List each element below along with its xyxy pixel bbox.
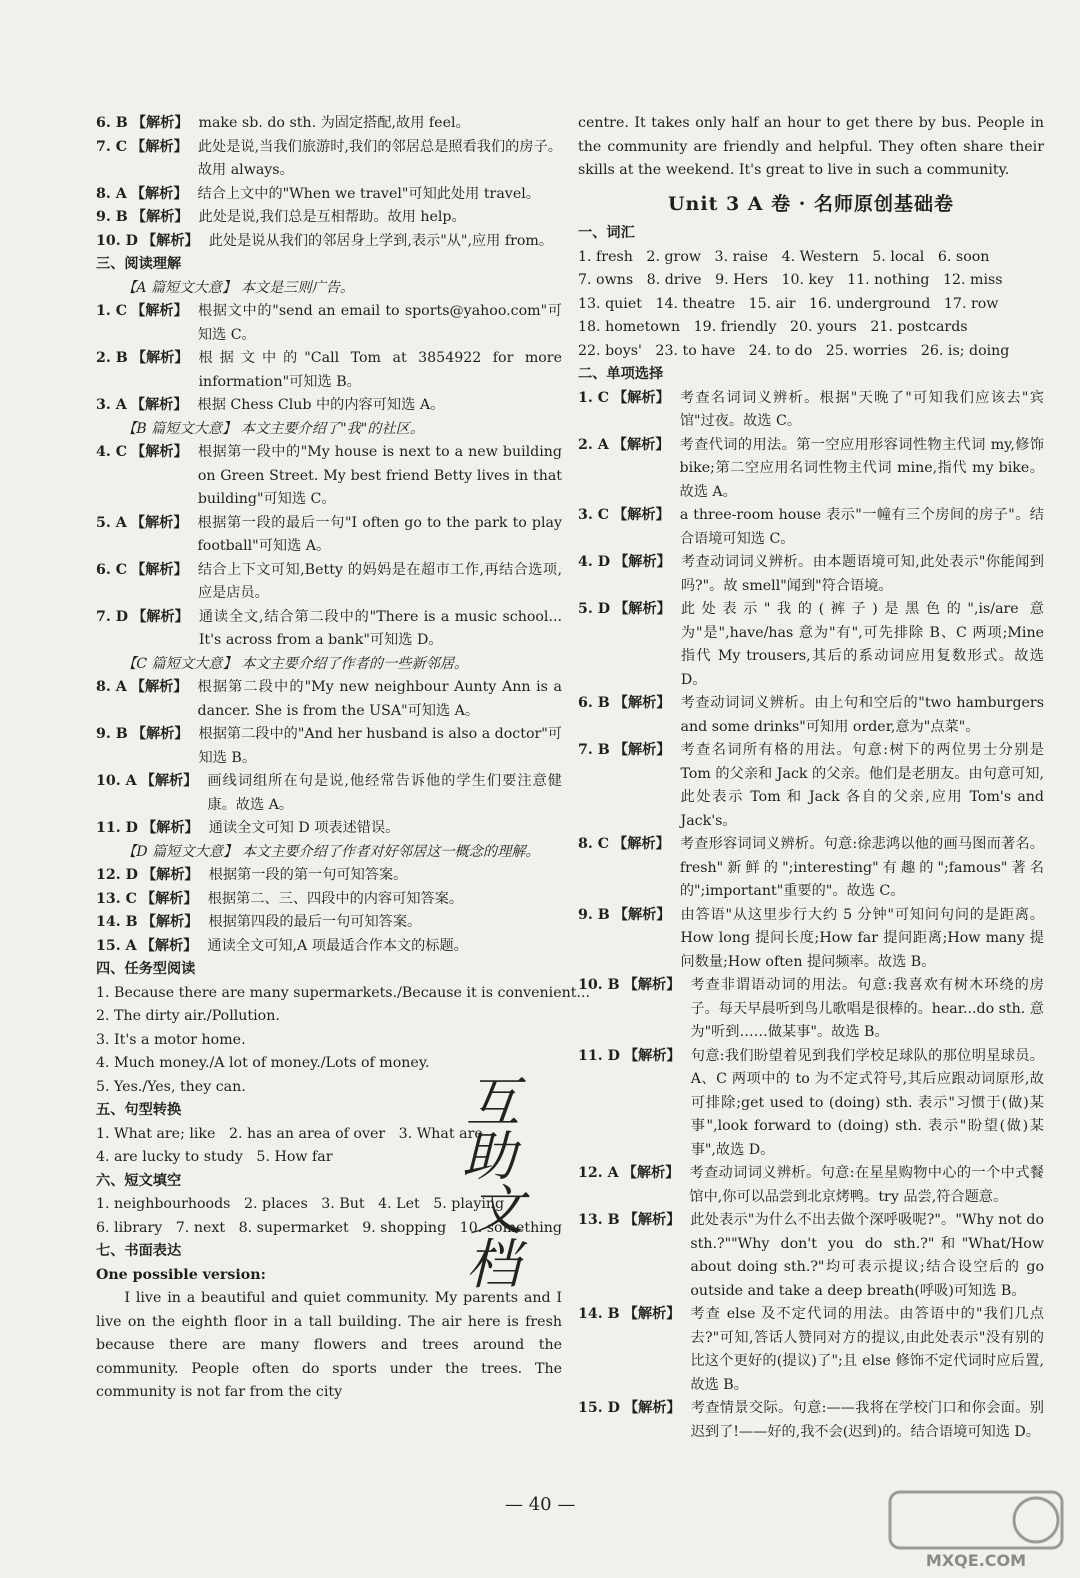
analysis-text: 根据文中的"Call Tom at 3854922 for more information"可知选 B。 xyxy=(198,350,562,390)
answer-item xyxy=(578,692,1044,739)
handwritten-char-3: 文 xyxy=(470,1179,524,1242)
section-heading: 三、阅读理解 xyxy=(96,256,182,272)
answer-item xyxy=(96,770,562,817)
item-number: 1. C xyxy=(578,389,610,406)
answer-item xyxy=(578,387,1044,434)
answer-item xyxy=(96,911,562,935)
answer-item xyxy=(578,974,1044,1045)
answer-line: 4. Much money./A lot of money./Lots of money. xyxy=(96,1055,430,1071)
section-heading: 五、句型转换 xyxy=(96,1102,182,1118)
analysis-tag: 【解析】 xyxy=(131,115,189,131)
analysis-tag: 【解析】 xyxy=(131,561,188,578)
answer-item xyxy=(578,598,1044,692)
analysis-tag: 【解析】 xyxy=(613,742,671,758)
analysis-text: 根据第一段的第一句可知答案。 xyxy=(208,867,408,883)
analysis-text: 根据第二段中的"And her husband is also a doctor"可知选 B。 xyxy=(198,726,562,766)
item-number: 4. D xyxy=(578,554,611,570)
answer-item xyxy=(96,300,562,347)
section-heading: One possible version: xyxy=(96,1266,266,1283)
answer-item xyxy=(578,1303,1044,1397)
analysis-tag: 【解析】 xyxy=(132,608,189,625)
analysis-tag: 【解析】 xyxy=(623,977,681,993)
analysis-tag: 【解析】 xyxy=(622,1165,680,1181)
analysis-tag: 【解析】 xyxy=(130,514,188,531)
item-number: 9. B xyxy=(96,726,128,742)
item-number: 8. A xyxy=(96,679,127,695)
analysis-text: 考查名词所有格的用法。句意:树下的两位男士分别是 Tom 的父亲和 Jack 的父亲。他们是老朋友。由句意可知,此处表示 Tom 和 Jack 各自的父亲,应用 Tom's and Jack's。 xyxy=(680,742,1044,829)
analysis-tag: 【解析】 xyxy=(614,554,671,570)
item-number: 3. A xyxy=(96,397,127,413)
analysis-text: 根据 Chess Club 中的内容可知选 A。 xyxy=(197,397,445,413)
analysis-text: 此处是说从我们的邻居身上学到,表示"从",应用 from。 xyxy=(208,232,554,249)
analysis-text: 考查动词词义辨析。由本题语境可知,此处表示"你能闻到吗?"。故 smell"闻到"符合语境。 xyxy=(680,554,1044,594)
item-number: 1. C xyxy=(96,303,128,319)
handwritten-char-2: 助 xyxy=(462,1125,516,1188)
answer-line: 5. Yes./Yes, they can. xyxy=(96,1078,246,1095)
item-number: 8. A xyxy=(96,185,127,202)
analysis-tag: 【解析】 xyxy=(613,695,671,711)
analysis-tag: 【解析】 xyxy=(140,937,198,954)
item-number: 2. B xyxy=(96,350,128,366)
analysis-tag: 【解析】 xyxy=(623,1400,681,1416)
item-number: 5. D xyxy=(578,601,611,617)
answer-item xyxy=(96,864,562,888)
item-number: 13. C xyxy=(96,890,137,907)
analysis-text: 考查形容词词义辨析。句意:徐悲鸿以他的画马图而著名。fresh"新鲜的";interesting"有趣的";famous"著名的";important"重要的"。故选 C。 xyxy=(679,836,1044,899)
answer-item xyxy=(96,183,562,207)
analysis-text: 根据第二、三、四段中的内容可知答案。 xyxy=(207,890,464,907)
answer-item xyxy=(578,1209,1044,1303)
analysis-tag: 【解析】 xyxy=(614,601,671,617)
answer-line: 7. owns 8. drive 9. Hers 10. key 11. nothing 12. miss xyxy=(578,272,1003,288)
answer-item xyxy=(578,833,1044,904)
answer-item xyxy=(96,723,562,770)
analysis-tag: 【解析】 xyxy=(130,397,188,413)
analysis-text: 根据第一段的最后一句"I often go to the park to play football"可知选 A。 xyxy=(197,514,562,554)
item-number: 6. C xyxy=(96,561,128,578)
answer-item xyxy=(96,559,562,606)
answer-item xyxy=(578,434,1044,505)
answer-line: 6. library 7. next 8. supermarket 9. shopping 10. something xyxy=(96,1219,563,1236)
analysis-tag: 【解析】 xyxy=(623,1306,681,1322)
answer-line: 1. neighbourhoods 2. places 3. But 4. Let 5. playing xyxy=(96,1196,505,1212)
handwritten-char-4: 档 xyxy=(466,1233,520,1296)
essay-continuation: centre. It takes only half an hour to get there by bus. People in the community are friendly and helpful. They often share their skills at the weekend. It's great to live in such a community. xyxy=(578,115,1044,178)
item-number: 10. A xyxy=(96,773,137,789)
analysis-text: 通读全文,结合第二段中的"There is a music school... It's across from a bank"可知选 D。 xyxy=(198,608,562,648)
answer-item xyxy=(578,504,1044,551)
answer-item xyxy=(96,136,562,183)
answer-line: 1. fresh 2. grow 3. raise 4. Western 5. local 6. soon xyxy=(578,248,990,265)
analysis-tag: 【解析】 xyxy=(130,679,188,695)
analysis-text: 画线词组所在句是说,他经常告诉他的学生们要注意健康。故选 A。 xyxy=(207,773,562,813)
answer-item xyxy=(96,394,562,418)
answer-item xyxy=(96,606,562,653)
analysis-text: 此处是说,我们总是互相帮助。故用 help。 xyxy=(198,209,466,225)
watermark-logo xyxy=(886,1486,1066,1572)
analysis-text: 考查名词词义辨析。根据"天晚了"可知我们应该去"宾馆"过夜。故选 C。 xyxy=(679,389,1044,429)
analysis-tag: 【解析】 xyxy=(131,350,189,366)
answer-item xyxy=(96,112,562,136)
item-number: 2. A xyxy=(578,436,609,453)
analysis-tag: 【解析】 xyxy=(140,890,198,907)
analysis-tag: 【解析】 xyxy=(131,138,188,155)
answer-item xyxy=(578,739,1044,833)
item-number: 9. B xyxy=(578,906,610,923)
answer-item xyxy=(578,551,1044,598)
watermark-text: MXQE.COM xyxy=(925,1551,1027,1570)
analysis-tag: 【解析】 xyxy=(141,914,199,930)
analysis-tag: 【解析】 xyxy=(131,303,188,319)
section-heading: 一、词汇 xyxy=(578,225,635,241)
analysis-text: 考查动词词义辨析。句意:在星星购物中心的一个中式餐馆中,你可以品尝到北京烤鸭。try 品尝,符合题意。 xyxy=(689,1165,1044,1205)
analysis-text: 根据第一段中的"My house is next to a new building on Green Street. My best friend Betty lives in that building"可知选 C。 xyxy=(197,444,562,507)
answer-item xyxy=(96,512,562,559)
analysis-text: 通读全文可知 D 项表述错误。 xyxy=(208,820,400,836)
answer-line: 1. Because there are many supermarkets./Because it is convenient... xyxy=(96,984,590,1001)
item-number: 6. B xyxy=(96,115,128,131)
passage-summary: 【D 篇短文大意】 本文主要介绍了作者对好邻居这一概念的理解。 xyxy=(122,843,540,860)
answer-item xyxy=(96,676,562,723)
analysis-tag: 【解析】 xyxy=(131,209,189,225)
item-number: 14. B xyxy=(578,1306,620,1322)
item-number: 14. B xyxy=(96,914,138,930)
item-number: 5. A xyxy=(96,514,127,531)
essay-paragraph: I live in a beautiful and quiet community. My parents and I live on the eighth floor in a tall building. The air here is fresh because there are many flowers and trees around the community. People often do sports under the trees. The community is not far from the city xyxy=(96,1290,562,1400)
answer-item xyxy=(578,1397,1044,1444)
item-number: 15. A xyxy=(96,937,137,954)
analysis-tag: 【解析】 xyxy=(613,906,671,923)
item-number: 11. D xyxy=(96,820,138,836)
analysis-tag: 【解析】 xyxy=(613,389,670,406)
analysis-tag: 【解析】 xyxy=(130,185,188,202)
analysis-tag: 【解析】 xyxy=(141,820,199,836)
analysis-tag: 【解析】 xyxy=(131,444,188,460)
analysis-text: 结合上文中的"When we travel"可知此处用 travel。 xyxy=(197,185,540,202)
section-heading: 四、任务型阅读 xyxy=(96,961,196,977)
answer-line: 13. quiet 14. theatre 15. air 16. underground 17. row xyxy=(578,295,999,312)
analysis-tag: 【解析】 xyxy=(140,773,198,789)
answer-line: 22. boys' 23. to have 24. to do 25. worries 26. is; doing xyxy=(578,342,1010,359)
analysis-text: 考查情景交际。句意:——我将在学校门口和你会面。别迟到了!——好的,我不会(迟到)的。结合语境可知选 D。 xyxy=(690,1400,1044,1440)
analysis-text: 考查代词的用法。第一空应用形容词性物主代词 my,修饰 bike;第二空应用名词性物主代词 mine,指代 my bike。故选 A。 xyxy=(679,436,1044,500)
item-number: 12. D xyxy=(96,867,138,883)
answer-item xyxy=(96,230,562,254)
analysis-tag: 【解析】 xyxy=(613,836,670,852)
analysis-text: 此处表示"我的(裤子)是黑色的",is/are 意为"是",have/has 意为"有",可先排除 B、C 两项;Mine 指代 My trousers,其后的系动词应用复数形式。故选 D。 xyxy=(680,601,1044,688)
answer-item xyxy=(96,347,562,394)
analysis-tag: 【解析】 xyxy=(141,232,199,249)
passage-summary: 【A 篇短文大意】 本文是三则广告。 xyxy=(122,279,355,296)
analysis-text: 通读全文可知,A 项最适合作本文的标题。 xyxy=(207,937,468,954)
answer-line: 1. What are; like 2. has an area of over 3. What are xyxy=(96,1125,483,1142)
answer-line: 4. are lucky to study 5. How far xyxy=(96,1149,333,1165)
analysis-text: 句意:我们盼望着见到我们学校足球队的那位明星球员。A、C 两项中的 to 为不定式符号,其后应跟动词原形,故可排除;get used to (doing) sth. 表示"习惯于(做)某事",look forward to (doing) sth. 表示"盼望(做)某事",故选 D。 xyxy=(690,1047,1044,1158)
section-heading: 七、书面表达 xyxy=(96,1243,182,1259)
answer-item xyxy=(96,441,562,512)
item-number: 9. B xyxy=(96,209,128,225)
analysis-tag: 【解析】 xyxy=(613,507,670,523)
analysis-text: 考查动词词义辨析。由上句和空后的"two hamburgers and some drinks"可知用 order,意为"点菜"。 xyxy=(680,695,1044,735)
answer-item xyxy=(578,904,1044,975)
passage-summary: 【B 篇短文大意】 本文主要介绍了"我"的社区。 xyxy=(122,420,425,437)
item-number: 10. B xyxy=(578,977,620,993)
answer-line: 18. hometown 19. friendly 20. yours 21. postcards xyxy=(578,319,968,335)
item-number: 8. C xyxy=(578,836,610,852)
item-number: 7. C xyxy=(96,138,128,155)
answer-item xyxy=(96,206,562,230)
analysis-text: 根据第四段的最后一句可知答案。 xyxy=(208,914,422,930)
analysis-text: 根据文中的"send an email to sports@yahoo.com"可知选 C。 xyxy=(197,303,562,343)
analysis-text: a three-room house 表示"一幢有三个房间的房子"。结合语境可知选 C。 xyxy=(679,507,1044,547)
item-number: 10. D xyxy=(96,232,138,249)
section-heading: 六、短文填空 xyxy=(96,1172,182,1189)
analysis-text: 此处表示"为什么不出去做个深呼吸呢?"。"Why not do sth.?""Why don't you do sth.?"和"What/How about doing sth.?"均可表示提议;结合设空后的 go outside and take a deep breath(呼吸)可知选 B。 xyxy=(690,1212,1044,1299)
item-number: 13. B xyxy=(578,1212,620,1228)
analysis-text: make sb. do sth. 为固定搭配,故用 feel。 xyxy=(198,115,470,131)
page-number: — 40 — xyxy=(505,1494,576,1515)
analysis-tag: 【解析】 xyxy=(131,726,189,742)
answer-item xyxy=(96,935,562,959)
item-number: 4. C xyxy=(96,444,128,460)
item-number: 12. A xyxy=(578,1165,619,1181)
analysis-tag: 【解析】 xyxy=(623,1047,681,1064)
analysis-text: 结合上下文可知,Betty 的妈妈是在超市工作,再结合选项,应是店员。 xyxy=(197,561,562,601)
analysis-text: 由答语"从这里步行大约 5 分钟"可知问句问的是距离。How long 提问长度;How far 提问距离;How many 提问数量;How often 提问频率。故选 B。 xyxy=(680,906,1044,970)
answer-item xyxy=(96,888,562,912)
handwritten-char-1: 互 xyxy=(466,1071,520,1134)
analysis-text: 考查 else 及不定代词的用法。由答语中的"我们几点去?"可知,答话人赞同对方的提议,由此处表示"没有别的比这个更好的(提议)了";且 else 修饰不定代词时应后置,故选 B。 xyxy=(690,1306,1044,1393)
item-number: 7. B xyxy=(578,742,610,758)
passage-summary: 【C 篇短文大意】 本文主要介绍了作者的一些新邻居。 xyxy=(122,655,469,672)
analysis-text: 考查非谓语动词的用法。句意:我喜欢有树木环绕的房子。每天早晨听到鸟儿歌唱是很棒的。hear...do sth. 意为"听到……做某事"。故选 B。 xyxy=(690,977,1044,1040)
item-number: 7. D xyxy=(96,608,129,625)
item-number: 3. C xyxy=(578,507,610,523)
analysis-tag: 【解析】 xyxy=(623,1212,681,1228)
analysis-text: 此处是说,当我们旅游时,我们的邻居总是照看我们的房子。故用 always。 xyxy=(197,138,562,178)
item-number: 6. B xyxy=(578,695,610,711)
unit-title: Unit 3 A 卷 · 名师原创基础卷 xyxy=(667,192,955,215)
answer-line: 3. It's a motor home. xyxy=(96,1031,246,1048)
answer-item xyxy=(578,1045,1044,1163)
right-column xyxy=(578,112,1044,1444)
item-number: 15. D xyxy=(578,1400,620,1416)
analysis-tag: 【解析】 xyxy=(612,436,670,453)
answer-item xyxy=(578,1162,1044,1209)
answer-line: 2. The dirty air./Pollution. xyxy=(96,1008,280,1024)
section-heading: 二、单项选择 xyxy=(578,366,664,382)
analysis-text: 根据第二段中的"My new neighbour Aunty Ann is a dancer. She is from the USA"可知选 A。 xyxy=(197,679,562,719)
answer-item xyxy=(96,817,562,841)
analysis-tag: 【解析】 xyxy=(141,867,199,883)
item-number: 11. D xyxy=(578,1047,620,1064)
